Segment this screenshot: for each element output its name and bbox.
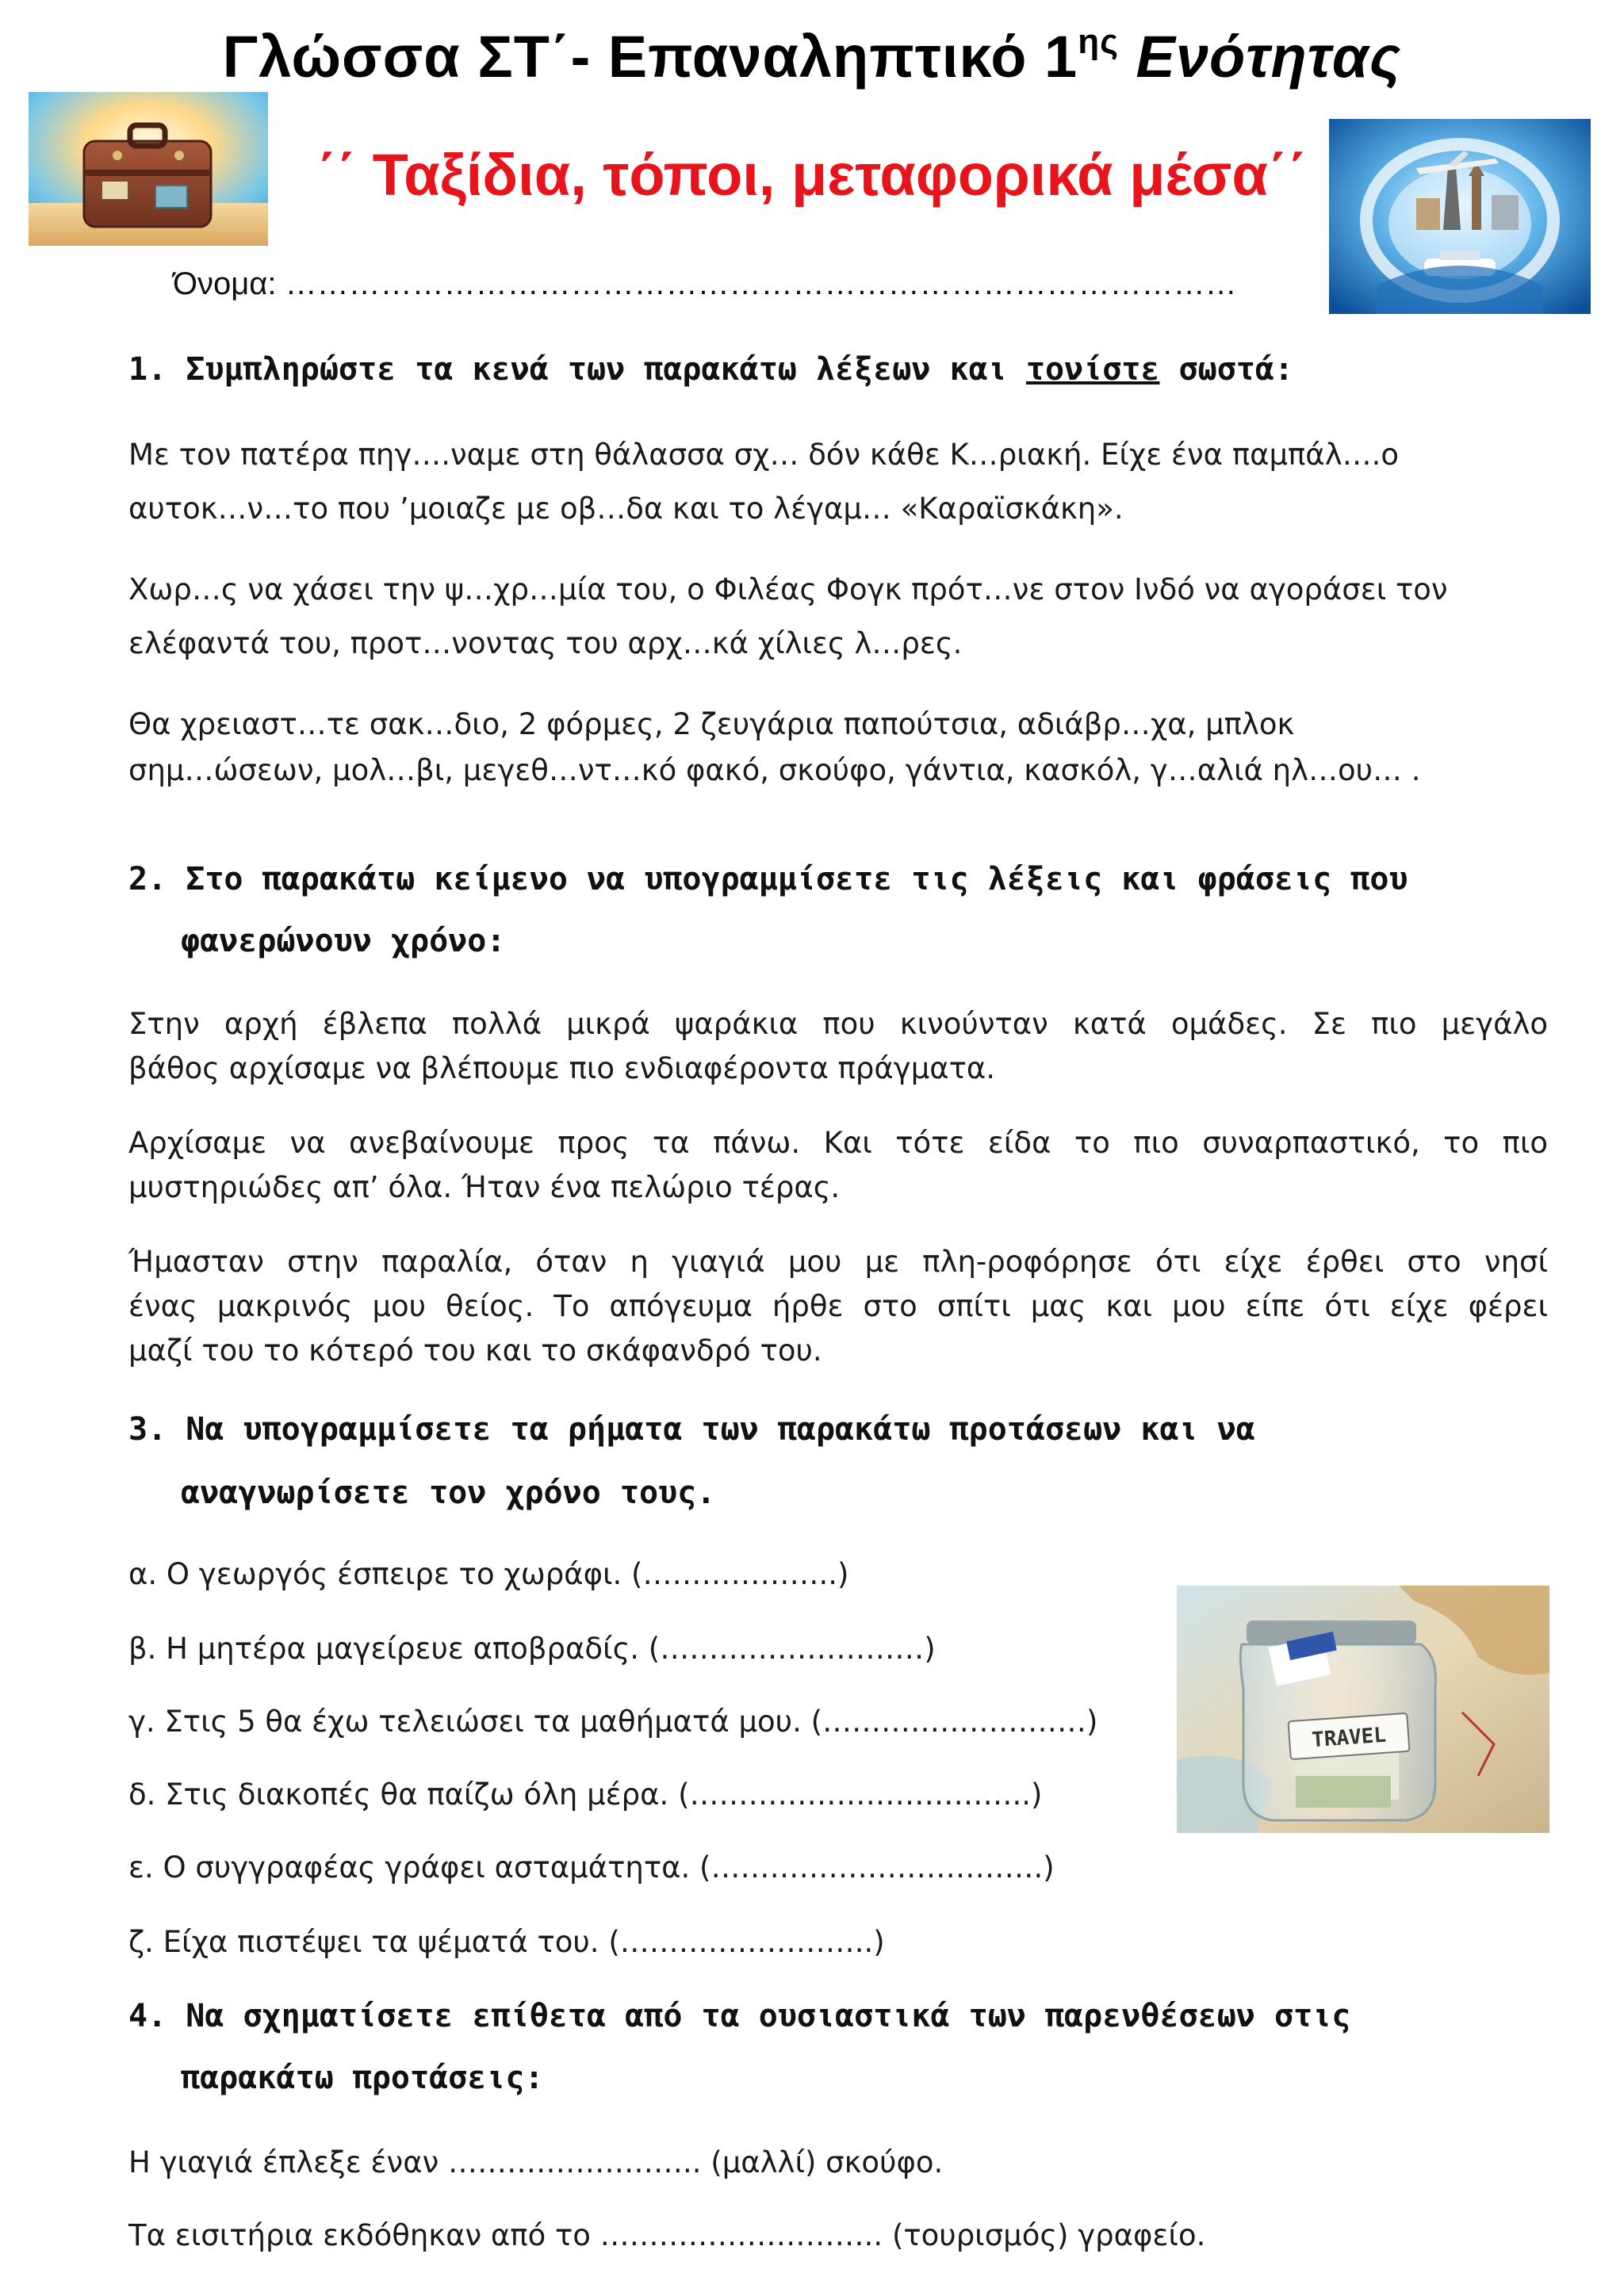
- title-main: Γλώσσα ΣΤ΄- Επαναληπτικό 1: [222, 24, 1078, 90]
- q3-item-c: γ. Στις 5 θα έχω τελειώσει τα μαθήματά μου. (………………………): [128, 1705, 1098, 1739]
- q2-heading-line1: Στο παρακάτω κείμενο να υπογραμμίσετε τις λέξεις και φράσεις που: [186, 861, 1408, 897]
- q1-p2-line1: Χωρ…ς να χάσει την ψ…χρ…μία του, ο Φιλέας Φογκ πρότ…νε στον Ινδό να αγοράσει τον: [128, 572, 1448, 607]
- q1-heading-text-b: σωστά:: [1159, 351, 1294, 388]
- q2-p3-line1: Ήμασταν στην παραλία, όταν η γιαγιά μου με πλη-ροφόρησε ότι είχε έρθει στο νησί: [128, 1245, 1548, 1279]
- world-landmarks-image: [1329, 119, 1591, 314]
- q2-p3-line2: ένας μακρινός μου θείος. Το απόγευμα ήρθε στο σπίτι μας και μου είπε ότι είχε φέρει: [128, 1289, 1548, 1323]
- q2-heading: [128, 861, 1408, 897]
- q1-number: 1.: [128, 351, 167, 388]
- q2-heading-line2: φανερώνουν χρόνο:: [181, 923, 506, 959]
- page-title: [0, 22, 1624, 90]
- q3-item-e: ε. Ο συγγραφέας γράφει ασταμάτητα. (…………………………….): [128, 1850, 1055, 1885]
- q1-p1-line2: αυτοκ…ν…το που ’μοιαζε με οβ…δα και το λέγαμ… «Καραϊσκάκη».: [128, 492, 1124, 526]
- q2-p1-line2: βάθος αρχίσαμε να βλέπουμε πιο ενδιαφέροντα πράγματα.: [128, 1051, 996, 1085]
- q2-p3-line3: μαζί του το κότερό του και το σκάφανδρό του.: [128, 1334, 822, 1368]
- q3-item-a: α. Ο γεωργός έσπειρε το χωράφι. (………………..): [128, 1557, 849, 1591]
- q2-p2-line2: μυστηριώδες απ’ όλα. Ήταν ένα πελώριο τέρας.: [128, 1170, 841, 1204]
- name-field-line: Όνομα: ………………………………………………………………………………: [173, 266, 1237, 301]
- page-subtitle: ΄΄ Ταξίδια, τόποι, μεταφορικά μέσα΄΄: [316, 142, 1308, 208]
- q4-number: 4.: [128, 1998, 167, 2034]
- q2-p2-line1: Αρχίσαμε να ανεβαίνουμε προς τα πάνω. Και τότε είδα το πιο συναρπαστικό, το πιο: [128, 1126, 1548, 1160]
- suitcase-image: [29, 92, 268, 246]
- q4-sentence-1: Η γιαγιά έπλεξε έναν …………………….. (μαλλί) σκούφο.: [128, 2145, 944, 2179]
- title-superscript: ης: [1078, 22, 1119, 61]
- q1-heading: [128, 351, 1293, 388]
- q1-heading-underlined: τονίστε: [1025, 351, 1160, 388]
- q1-p1-line1: Με τον πατέρα πηγ….ναμε στη θάλασσα σχ… δόν κάθε Κ…ριακή. Είχε ένα παμπάλ….ο: [128, 438, 1399, 472]
- q4-heading-line1: Να σχηματίσετε επίθετα από τα ουσιαστικά των παρενθέσεων στις: [186, 1998, 1351, 2034]
- q4-heading-line2: παρακάτω προτάσεις:: [181, 2060, 544, 2096]
- q2-number: 2.: [128, 861, 167, 897]
- q3-heading-line1: Να υπογραμμίσετε τα ρήματα των παρακάτω προτάσεων και να: [186, 1411, 1255, 1448]
- title-italic: Ενότητας: [1136, 24, 1402, 90]
- q3-number: 3.: [128, 1411, 167, 1448]
- q2-p1-line1: Στην αρχή έβλεπα πολλά μικρά ψαράκια που κινούνταν κατά ομάδες. Σε πιο μεγάλο: [128, 1007, 1548, 1041]
- q4-sentence-2: Τα εισιτήρια εκδόθηκαν από το ……………………….. (τουρισμός) γραφείο.: [128, 2218, 1206, 2252]
- q3-item-d: δ. Στις διακοπές θα παίζω όλη μέρα. (……………………………..): [128, 1777, 1043, 1812]
- q3-item-b: β. Η μητέρα μαγείρευε αποβραδίς. (………………………): [128, 1632, 936, 1666]
- q3-heading-line2: αναγνωρίσετε τον χρόνο τους.: [181, 1475, 716, 1511]
- q1-heading-text-a: Συμπληρώστε τα κενά των παρακάτω λέξεων και: [186, 351, 1026, 388]
- jar-label: TRAVEL: [1311, 1723, 1388, 1753]
- q1-p2-line2: ελέφαντά του, προτ…νοντας του αρχ…κά χίλιες λ…ρες.: [128, 626, 963, 660]
- q1-p3-line1: Θα χρειαστ…τε σακ…διο, 2 φόρμες, 2 ζευγάρια παπούτσια, αδιάβρ…χα, μπλοκ: [128, 707, 1295, 741]
- q3-item-f: ζ. Είχα πιστέψει τα ψέματά του. (……………………..): [128, 1925, 885, 1959]
- travel-jar-image: [1177, 1586, 1549, 1833]
- q1-p3-line2: σημ…ώσεων, μολ…βι, μεγεθ…ντ…κό φακό, σκούφο, γάντια, κασκόλ, γ…αλιά ηλ…ου… .: [128, 753, 1421, 787]
- q4-heading: [128, 1998, 1350, 2034]
- q3-heading: [128, 1411, 1255, 1448]
